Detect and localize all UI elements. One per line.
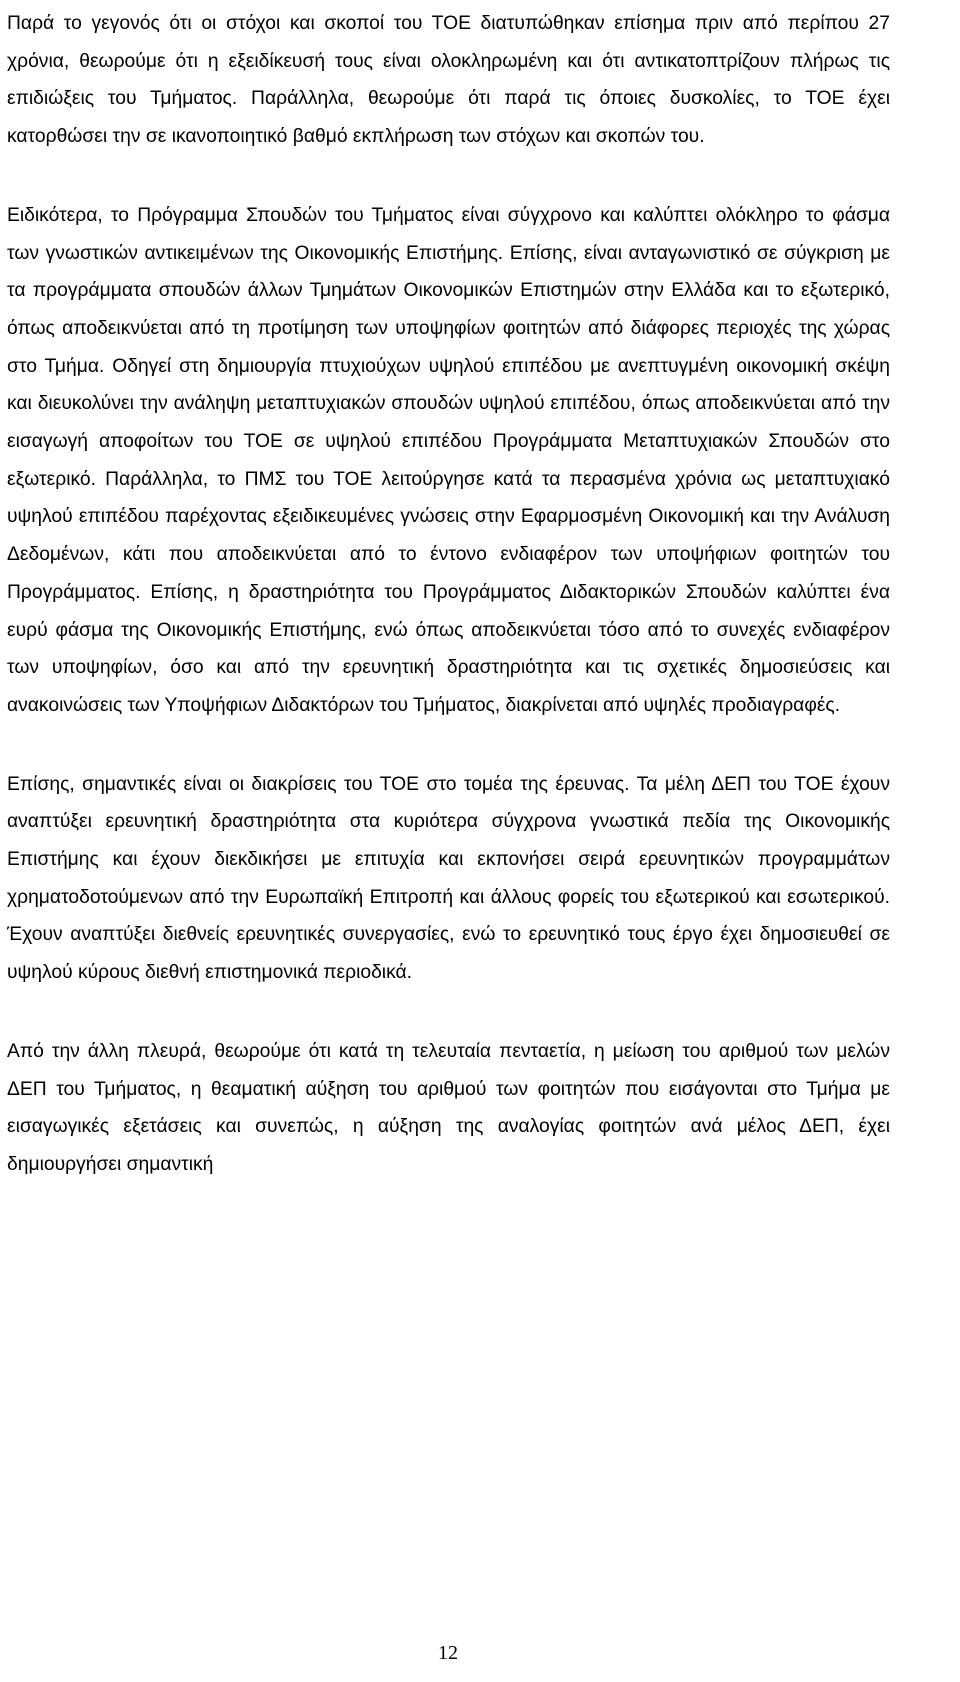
paragraph-spacer	[7, 725, 890, 766]
paragraph-staff-decline: Από την άλλη πλευρά, θεωρούμε ότι κατά τη τελευταία πενταετία, η μείωση του αριθμού των μελών ΔΕΠ του Τμήματος, η θεαματική αύξηση του αριθμού των φοιτητών που εισάγονται στο Τμήμα με εισαγωγικές εξετάσεις και συνεπώς, η αύξηση της αναλογίας φοιτητών ανά μέλος ΔΕΠ, έχει δημιουργήσει σημαντική	[7, 1040, 890, 1175]
paragraph-objectives: Παρά το γεγονός ότι οι στόχοι και σκοποί του ΤΟΕ διατυπώθηκαν επίσημα πριν από περίπου 27 χρόνια, θεωρούμε ότι η εξειδίκευσή τους είναι ολοκληρωμένη και ότι αντικατοπτρίζουν πλήρως τις επιδιώξεις του Τμήματος. Παράλληλα, θεωρούμε ότι παρά τις όποιες δυσκολίες, το ΤΟΕ έχει κατορθώσει την σε ικανοποιητικό βαθμό εκπλήρωση των στόχων και σκοπών του.	[7, 13, 890, 148]
document-page	[7, 0, 890, 1184]
paragraph-curriculum: Ειδικότερα, το Πρόγραμμα Σπουδών του Τμήματος είναι σύγχρονο και καλύπτει ολόκληρο το φάσμα των γνωστικών αντικειμένων της Οικονομικής Επιστήμης. Επίσης, είναι ανταγωνιστικό σε σύγκριση με τα προγράμματα σπουδών άλλων Τμημάτων Οικονομικών Επιστημών στην Ελλάδα και το εξωτερικό, όπως αποδεικνύεται από τη προτίμηση των υποψηφίων φοιτητών από διάφορες περιοχές της χώρας στο Τμήμα. Οδηγεί στη δημιουργία πτυχιούχων υψηλού επιπέδου με ανεπτυγμένη οικονομική σκέψη και διευκολύνει την ανάληψη μεταπτυχιακών σπουδών υψηλού επιπέδου, όπως αποδεικνύεται από την εισαγωγή αποφοίτων του ΤΟΕ σε υψηλού επιπέδου Προγράμματα Μεταπτυχιακών Σπουδών στο εξωτερικό. Παράλληλα, το ΠΜΣ του ΤΟΕ λειτούργησε κατά τα περασμένα χρόνια ως μεταπτυχιακό υψηλού επιπέδου παρέχοντας εξειδικευμένες γνώσεις στην Εφαρμοσμένη Οικονομική και την Ανάλυση Δεδομένων, κάτι που αποδεικνύεται από το έντονο ενδιαφέρον των υποψήφιων φοιτητών του Προγράμματος. Επίσης, η δραστηριότητα του Προγράμματος Διδακτορικών Σπουδών καλύπτει ένα ευρύ φάσμα της Οικονομικής Επιστήμης, ενώ όπως αποδεικνύεται τόσο από το συνεχές ενδιαφέρον των υποψηφίων, όσο και από την ερευνητική δραστηριότητα και τις σχετικές δημοσιεύσεις και ανακοινώσεις των Υποψήφιων Διδακτόρων του Τμήματος, διακρίνεται από υψηλές προδιαγραφές.	[7, 204, 890, 716]
paragraph-spacer	[7, 992, 890, 1033]
paragraph-spacer	[7, 156, 890, 197]
page-number: 12	[438, 1642, 458, 1664]
paragraph-research: Επίσης, σημαντικές είναι οι διακρίσεις του ΤΟΕ στο τομέα της έρευνας. Τα μέλη ΔΕΠ του ΤΟΕ έχουν αναπτύξει ερευνητική δραστηριότητα στα κυριότερα σύγχρονα γνωστικά πεδία της Οικονομικής Επιστήμης και έχουν διεκδικήσει με επιτυχία και εκπονήσει σειρά ερευνητικών προγραμμάτων χρηματοδοτούμενων από την Ευρωπαϊκή Επιτροπή και άλλους φορείς του εξωτερικού και εσωτερικού. Έχουν αναπτύξει διεθνείς ερευνητικές συνεργασίες, ενώ το ερευνητικό τους έργο έχει δημοσιευθεί σε υψηλού κύρους διεθνή επιστημονικά περιοδικά.	[7, 773, 890, 984]
